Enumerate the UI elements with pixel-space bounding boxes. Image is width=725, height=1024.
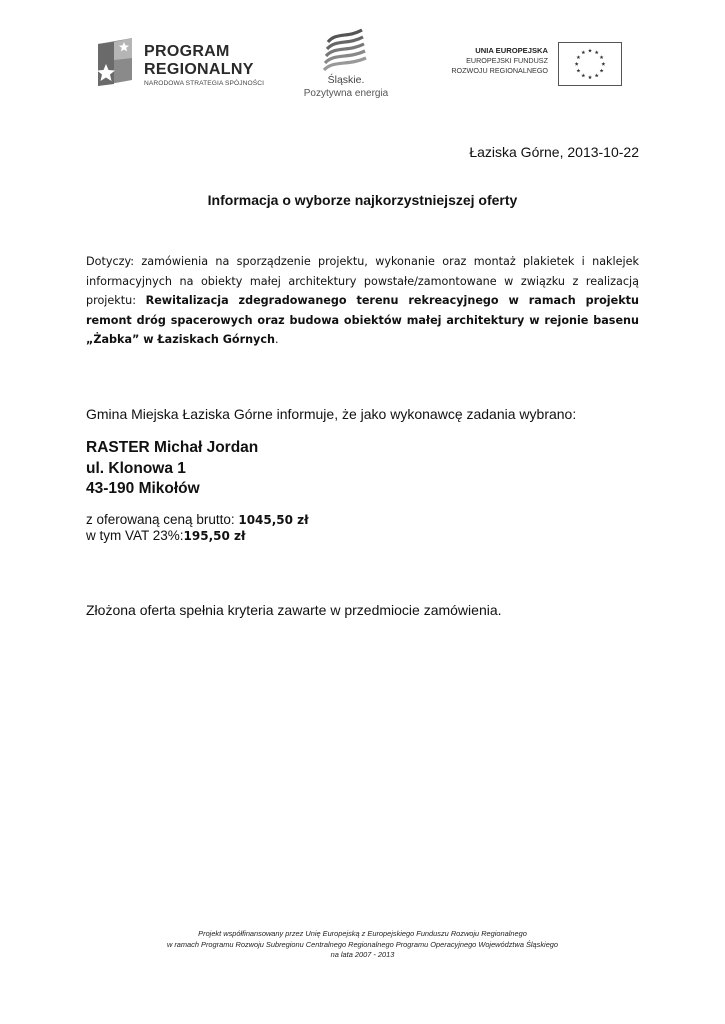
subject-paragraph bbox=[86, 252, 639, 350]
vat-label: w tym VAT 23%: bbox=[86, 528, 184, 543]
conclusion-text: Złożona oferta spełnia kryteria zawarte w przedmiocie zamówienia. bbox=[86, 602, 502, 618]
project-name: Rewitalizacja zdegradowanego terenu rekreacyjnego w ramach projektu remont dróg spacerowych oraz budowa obiektów małej architektury w rejonie basenu „Żabka” w Łaziskach Górnych bbox=[86, 294, 639, 346]
footer-line3: na lata 2007 - 2013 bbox=[330, 950, 395, 959]
eu-star-icon bbox=[588, 75, 592, 79]
eu-star-icon bbox=[576, 55, 580, 59]
ue-logo-line1: UNIA EUROPEJSKA bbox=[475, 46, 548, 55]
announcement-text: Gmina Miejska Łaziska Górne informuje, że jako wykonawcę zadania wybrano: bbox=[86, 406, 577, 422]
eu-star-icon bbox=[601, 62, 605, 66]
ue-logo bbox=[440, 42, 622, 90]
gross-price-line bbox=[86, 512, 309, 528]
eu-star-icon bbox=[576, 69, 580, 73]
footer-line1: Projekt współfinansowany przez Unię Europejską z Europejskiego Funduszu Rozwoju Regionalnego bbox=[198, 929, 527, 938]
gross-price-label: z oferowaną ceną brutto: bbox=[86, 512, 239, 527]
program-logo-line3: NARODOWA STRATEGIA SPÓJNOŚCI bbox=[144, 80, 265, 87]
eu-star-icon bbox=[581, 50, 585, 54]
place-date: Łaziska Górne, 2013-10-22 bbox=[469, 144, 639, 160]
price-block bbox=[86, 512, 309, 544]
document-title: Informacja o wyborze najkorzystniejszej oferty bbox=[207, 192, 518, 208]
eu-star-icon bbox=[581, 73, 585, 77]
eu-flag-icon bbox=[558, 42, 622, 86]
eu-star-icon bbox=[600, 55, 604, 59]
subject-end: . bbox=[274, 333, 279, 346]
footer-line2: w ramach Programu Rozwoju Subregionu Centralnego Regionalnego Programu Operacyjnego Województwa Śląskiego bbox=[166, 939, 559, 949]
program-logo-line2: REGIONALNY bbox=[144, 61, 254, 78]
eu-star-icon bbox=[600, 69, 604, 73]
program-regionalny-emblem-icon bbox=[92, 34, 138, 90]
eu-star-icon bbox=[575, 62, 579, 66]
eu-star-icon bbox=[595, 73, 599, 77]
ue-logo-line2: EUROPEJSKI FUNDUSZ bbox=[466, 56, 548, 65]
slaskie-logo-line1: Śląskie. bbox=[327, 74, 365, 86]
contractor-block bbox=[86, 438, 258, 500]
vat-value: 195,50 zł bbox=[183, 529, 246, 543]
slaskie-logo-line2: Pozytywna energia bbox=[303, 88, 389, 99]
footer-note bbox=[0, 929, 725, 961]
gross-price-value: 1045,50 zł bbox=[238, 513, 309, 527]
eu-star-icon bbox=[588, 49, 592, 53]
ue-logo-line3: ROZWOJU REGIONALNEGO bbox=[451, 66, 548, 75]
contractor-city: 43-190 Mikołów bbox=[86, 480, 200, 497]
vat-line bbox=[86, 528, 309, 544]
program-regionalny-logo bbox=[92, 34, 282, 96]
eu-star-icon bbox=[595, 50, 599, 54]
program-logo-line1: PROGRAM bbox=[144, 43, 230, 60]
slaskie-logo bbox=[300, 28, 392, 102]
contractor-name: RASTER Michał Jordan bbox=[86, 439, 259, 456]
slaskie-waves-icon bbox=[322, 28, 368, 74]
contractor-street: ul. Klonowa 1 bbox=[86, 459, 186, 477]
subject-intro: Dotyczy: zamówienia na sporządzenie projektu, wykonanie oraz montaż plakietek i naklejek informacyjnych na obiekty małej architektury powstałe/zamontowane w związku z realizacją projektu: bbox=[86, 255, 639, 307]
